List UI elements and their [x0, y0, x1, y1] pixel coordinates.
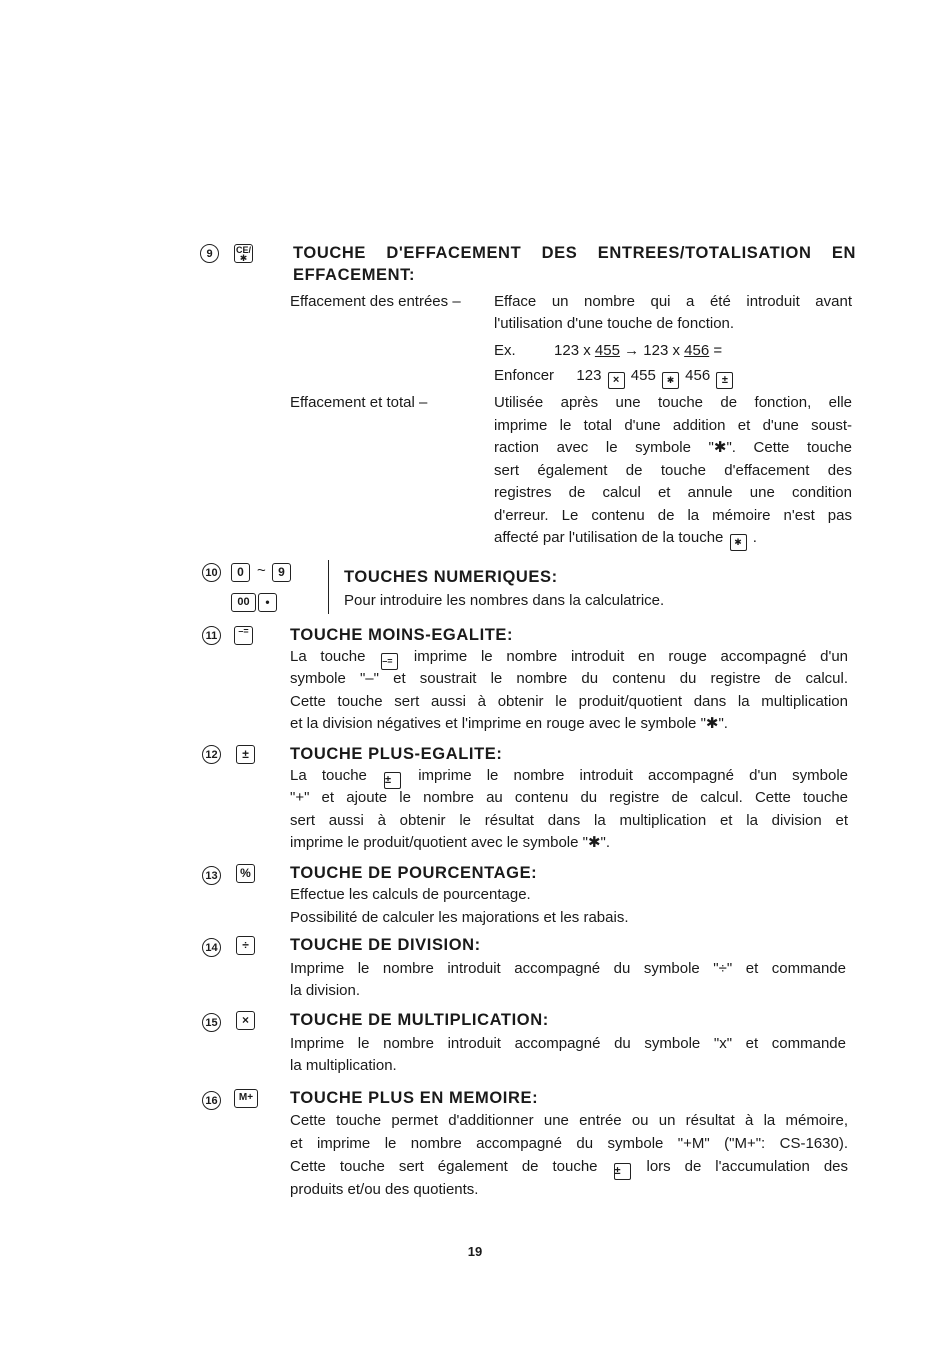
example-left-value: 455	[594, 342, 620, 359]
total-last-text: affecté par l'utilisation de la touche	[494, 529, 724, 546]
item-number-9: 9	[200, 244, 219, 263]
paragraph-line: Cette touche sert aussi à obtenir le produit/quotient dans la multiplication	[290, 692, 848, 710]
paragraph-line: Possibilité de calculer les majorations et les rabais.	[290, 908, 629, 926]
section-10-text: Pour introduire les nombres dans la calculatrice.	[344, 592, 665, 609]
total-line: imprime le total d'une addition et d'une soust-	[494, 416, 852, 434]
section-15-line1: Imprime le nombre introduit accompagné du symbole "x" et commande	[290, 1035, 846, 1052]
section-16-line1: Cette touche permet d'additionner une entrée ou un résultat à la mémoire,	[290, 1112, 848, 1129]
entry-clear-line1: Efface un nombre qui a été introduit avant	[494, 293, 852, 310]
example-equals: =	[713, 342, 723, 359]
section-11-last-line: et la division négatives et l'imprime en rouge avec le symbole "✱".	[290, 715, 728, 732]
text-fragment: Cette touche sert également de touche	[290, 1158, 598, 1175]
text-fragment: lors de l'accumulation des	[646, 1158, 849, 1175]
text-fragment: La touche	[290, 648, 366, 665]
entry-clear-line2: l'utilisation d'une touche de fonction.	[494, 315, 735, 332]
divide-key-icon: ÷	[236, 936, 255, 955]
total-clear-paragraph	[494, 392, 852, 527]
item-number-12: 12	[202, 745, 221, 764]
section-16-line2: et imprime le nombre accompagné du symbole "+M" ("M+": CS-1630).	[290, 1135, 848, 1152]
paragraph-line: "+" et ajoute le nombre au contenu du registre de calcul. Cette touche	[290, 789, 848, 806]
section-16-title: TOUCHE PLUS EN MEMOIRE:	[290, 1089, 539, 1107]
press-line	[494, 365, 735, 389]
item-number-10: 10	[202, 563, 221, 582]
ce-clear-key-icon: CE/✱	[235, 245, 251, 263]
section-14-line2: la division.	[290, 982, 361, 999]
minus-equal-key-icon: –=	[234, 626, 253, 645]
paragraph-line: sert aussi à obtenir le résultat dans la multiplication et la division et	[290, 811, 848, 829]
item-number-13: 13	[202, 866, 221, 885]
example-line	[494, 340, 722, 363]
double-zero-key-icon: 00	[231, 593, 256, 612]
multiply-key-icon: ×	[236, 1011, 255, 1030]
section-15-line2: la multiplication.	[290, 1057, 397, 1074]
section-11-line1	[290, 646, 848, 670]
section-12-line1	[290, 765, 848, 789]
grouping-bracket	[328, 560, 336, 614]
total-clear-last-line	[494, 527, 757, 551]
multiply-key-icon: ×	[608, 372, 625, 389]
memory-plus-key-icon: M+	[234, 1089, 258, 1108]
page-number: 19	[467, 1244, 483, 1259]
section-11-paragraph	[290, 668, 848, 713]
entry-clear-label: Effacement des entrées –	[290, 293, 461, 310]
total-line: d'erreur. Le contenu de la mémoire n'est pas	[494, 506, 852, 524]
plus-equal-key-icon: ±	[716, 372, 733, 389]
total-line: sert également de touche d'effacement des	[494, 461, 852, 479]
total-last-period: .	[752, 529, 757, 546]
item-number-11: 11	[202, 626, 221, 645]
plus-equal-key-icon: ±	[384, 772, 401, 789]
press-value-c: 456	[685, 367, 711, 384]
section-10-title: TOUCHES NUMERIQUES:	[344, 568, 558, 586]
zero-key-icon: 0	[231, 563, 250, 582]
section-11-title: TOUCHE MOINS-EGALITE:	[290, 626, 514, 644]
total-clear-label: Effacement et total –	[290, 394, 428, 411]
section-15-title: TOUCHE DE MULTIPLICATION:	[290, 1011, 549, 1029]
text-fragment: imprime le nombre introduit en rouge accompagné d'un	[413, 648, 849, 665]
press-label: Enfoncer	[494, 367, 555, 384]
section-16-line4: produits et/ou des quotients.	[290, 1181, 479, 1198]
paragraph-line: symbole "–" et soustrait le nombre du contenu du registre de calcul.	[290, 670, 848, 687]
section-14-line1: Imprime le nombre introduit accompagné du symbole "÷" et commande	[290, 960, 846, 977]
item-number-14: 14	[202, 938, 221, 957]
decimal-point-key-icon: •	[258, 593, 277, 612]
example-right-value: 456	[684, 342, 710, 359]
text-fragment: imprime le nombre introduit accompagné d'un symbole	[418, 767, 849, 784]
section-16-line3	[290, 1156, 848, 1180]
section-9-title-line2: EFFACEMENT:	[293, 266, 416, 284]
total-line: raction avec le symbole "✱". Cette touche	[494, 439, 852, 456]
ce-clear-key-icon: ✱	[662, 372, 679, 389]
section-12-last-line: imprime le produit/quotient avec le symbole "✱".	[290, 834, 611, 851]
tilde-symbol: ~	[257, 562, 266, 579]
item-number-16: 16	[202, 1091, 221, 1110]
section-14-title: TOUCHE DE DIVISION:	[290, 936, 481, 954]
section-9-title-line1: TOUCHE D'EFFACEMENT DES ENTREES/TOTALISATION EN	[293, 244, 856, 262]
ce-clear-key-icon: ✱	[730, 534, 747, 551]
section-12-title: TOUCHE PLUS-EGALITE:	[290, 745, 503, 763]
arrow-icon: →	[624, 342, 640, 359]
example-left: 123 x	[554, 342, 591, 359]
section-12-paragraph	[290, 787, 848, 832]
press-value-a: 123	[576, 367, 602, 384]
example-right: 123 x	[643, 342, 680, 359]
section-13-title: TOUCHE DE POURCENTAGE:	[290, 864, 538, 882]
plus-equal-key-icon: ±	[236, 745, 255, 764]
press-value-b: 455	[630, 367, 656, 384]
percent-key-icon: %	[236, 864, 255, 883]
section-13-paragraph	[290, 884, 629, 929]
plus-equal-key-icon: ±	[614, 1163, 631, 1180]
minus-equal-key-icon: –=	[381, 653, 398, 670]
item-number-15: 15	[202, 1013, 221, 1032]
nine-key-icon: 9	[272, 563, 291, 582]
example-label: Ex.	[494, 342, 516, 359]
paragraph-line: Effectue les calculs de pourcentage.	[290, 886, 531, 903]
total-line: registres de calcul et annule une condition	[494, 484, 852, 501]
text-fragment: La touche	[290, 767, 367, 784]
total-line: Utilisée après une touche de fonction, elle	[494, 394, 852, 411]
